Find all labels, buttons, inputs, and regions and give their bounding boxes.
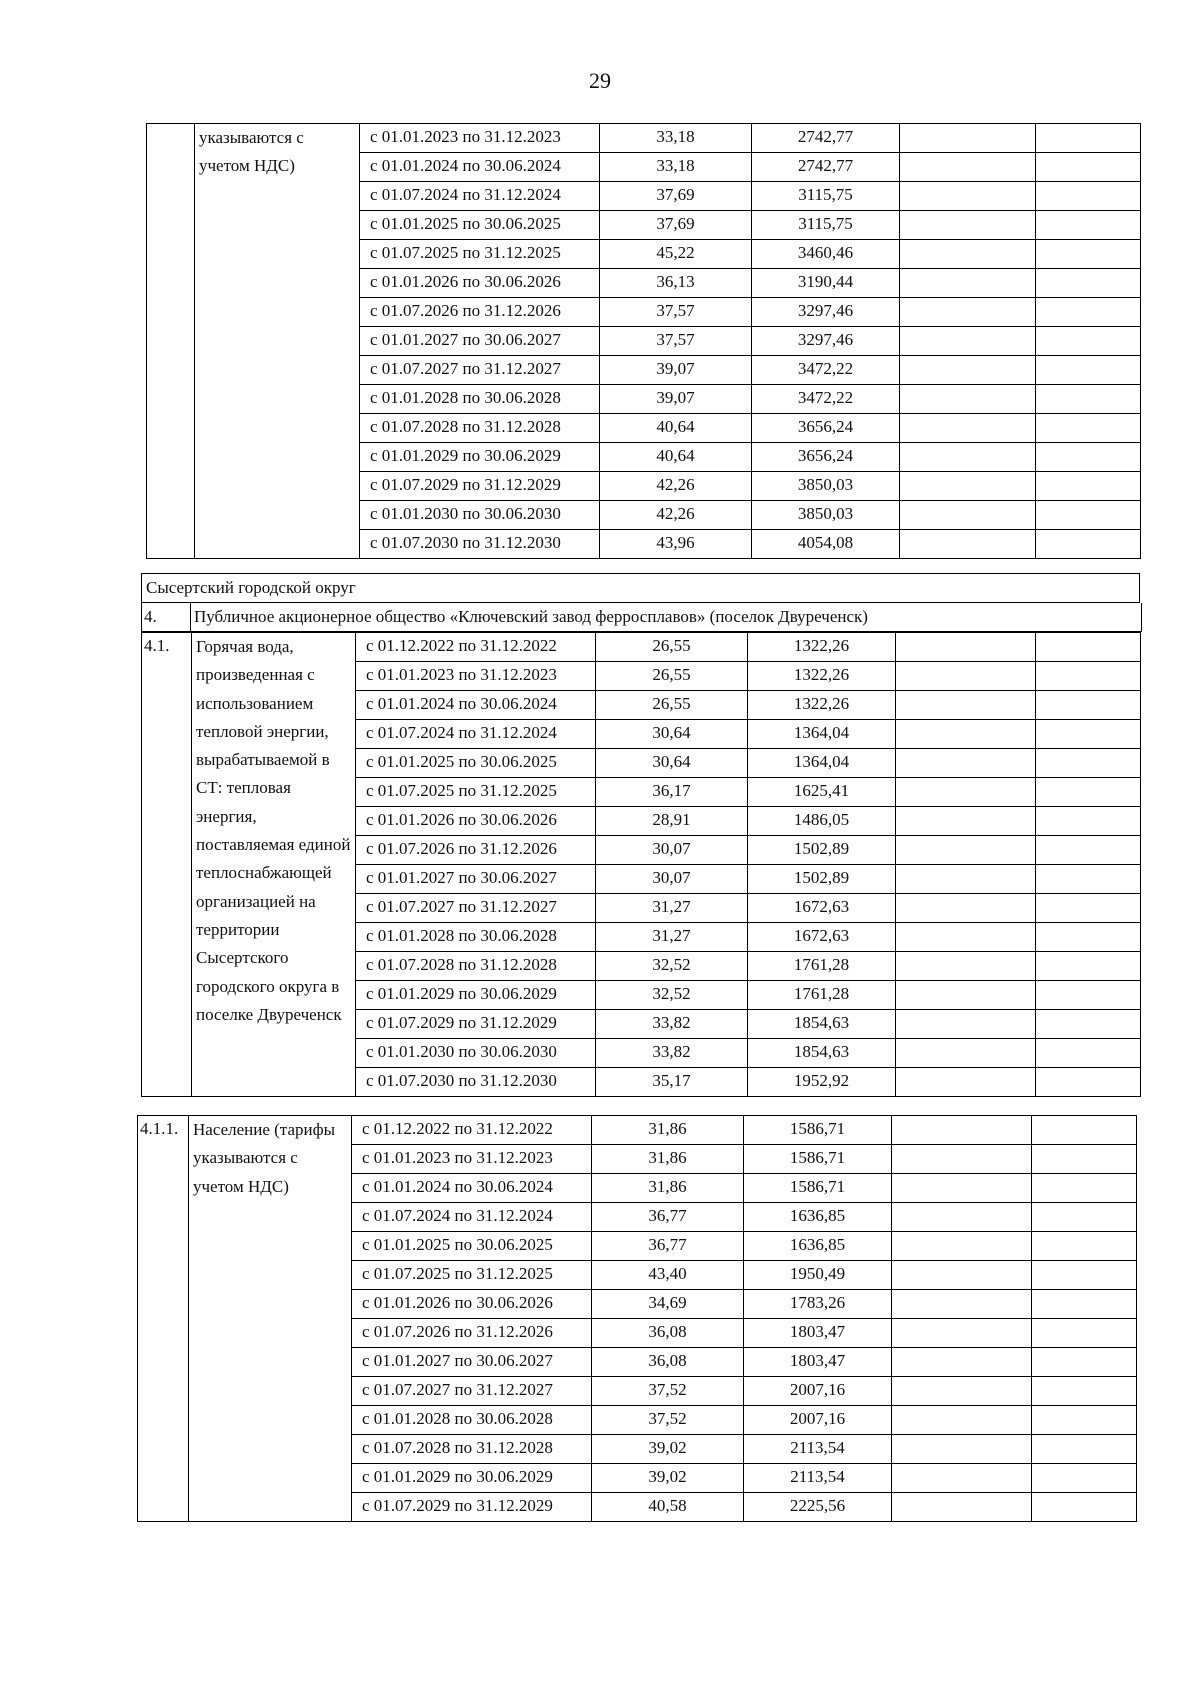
empty-cell (1036, 633, 1141, 662)
value-cell-1: 37,52 (592, 1377, 744, 1406)
empty-cell (1036, 923, 1141, 952)
period-cell: с 01.01.2025 по 30.06.2025 (360, 211, 600, 240)
empty-cell (900, 211, 1036, 240)
period-cell: с 01.07.2028 по 31.12.2028 (360, 414, 600, 443)
org-name: Публичное акционерное общество «Ключевский завод ферросплавов» (поселок Двуреченск) (194, 607, 868, 626)
empty-cell (1036, 530, 1141, 559)
empty-cell (896, 633, 1036, 662)
period-cell: с 01.12.2022 по 31.12.2022 (356, 633, 596, 662)
empty-cell (1036, 865, 1141, 894)
period-cell: с 01.01.2029 по 30.06.2029 (360, 443, 600, 472)
value-cell-1: 43,96 (600, 530, 752, 559)
empty-cell (1032, 1116, 1137, 1145)
value-cell-1: 26,55 (596, 633, 748, 662)
page-number: 29 (589, 68, 611, 93)
value-cell-1: 37,57 (600, 327, 752, 356)
period-cell: с 01.01.2024 по 30.06.2024 (352, 1174, 592, 1203)
empty-cell (1032, 1406, 1137, 1435)
value-cell-1: 40,64 (600, 414, 752, 443)
value-cell-1: 33,82 (596, 1010, 748, 1039)
value-cell-1: 35,17 (596, 1068, 748, 1097)
value-cell-1: 37,52 (592, 1406, 744, 1435)
period-cell: с 01.01.2024 по 30.06.2024 (356, 691, 596, 720)
empty-cell (900, 298, 1036, 327)
period-cell: с 01.01.2028 по 30.06.2028 (360, 385, 600, 414)
period-cell: с 01.01.2025 по 30.06.2025 (352, 1232, 592, 1261)
item-description: Горячая вода, произведенная с использованием тепловой энергии, вырабатываемой в СТ: тепловая энергия, поставляемая единой теплоснабжающей организацией на территории Сысертского городского округа в поселке Двуреченск (192, 633, 356, 1097)
period-cell: с 01.01.2023 по 31.12.2023 (356, 662, 596, 691)
empty-cell (1036, 124, 1141, 153)
value-cell-1: 37,69 (600, 211, 752, 240)
district-name: Сысертский городской округ (142, 574, 1140, 603)
empty-cell (896, 923, 1036, 952)
empty-cell (892, 1435, 1032, 1464)
value-cell-2: 3472,22 (752, 385, 900, 414)
value-cell-2: 3297,46 (752, 327, 900, 356)
value-cell-2: 3850,03 (752, 501, 900, 530)
value-cell-1: 30,07 (596, 836, 748, 865)
value-cell-2: 1672,63 (748, 923, 896, 952)
empty-cell (892, 1116, 1032, 1145)
empty-cell (1032, 1319, 1137, 1348)
period-cell: с 01.07.2027 по 31.12.2027 (352, 1377, 592, 1406)
tariff-table-block2 (141, 632, 1141, 1097)
period-cell: с 01.01.2026 по 30.06.2026 (356, 807, 596, 836)
value-cell-2: 1322,26 (748, 662, 896, 691)
empty-cell (892, 1290, 1032, 1319)
empty-cell (900, 269, 1036, 298)
value-cell-2: 1364,04 (748, 720, 896, 749)
period-cell: с 01.07.2027 по 31.12.2027 (356, 894, 596, 923)
value-cell-1: 28,91 (596, 807, 748, 836)
value-cell-2: 1672,63 (748, 894, 896, 923)
empty-cell (900, 153, 1036, 182)
value-cell-2: 2225,56 (744, 1493, 892, 1522)
value-cell-1: 36,13 (600, 269, 752, 298)
period-cell: с 01.01.2023 по 31.12.2023 (360, 124, 600, 153)
empty-cell (892, 1406, 1032, 1435)
period-cell: с 01.01.2026 по 30.06.2026 (360, 269, 600, 298)
empty-cell (1032, 1377, 1137, 1406)
value-cell-1: 26,55 (596, 662, 748, 691)
period-cell: с 01.07.2030 по 31.12.2030 (356, 1068, 596, 1097)
empty-cell (1036, 952, 1141, 981)
empty-cell (896, 749, 1036, 778)
empty-cell (896, 1039, 1036, 1068)
value-cell-2: 1502,89 (748, 865, 896, 894)
value-cell-2: 1586,71 (744, 1116, 892, 1145)
value-cell-1: 34,69 (592, 1290, 744, 1319)
empty-cell (1036, 298, 1141, 327)
empty-cell (892, 1203, 1032, 1232)
empty-cell (1032, 1145, 1137, 1174)
empty-cell (900, 501, 1036, 530)
period-cell: с 01.07.2028 по 31.12.2028 (352, 1435, 592, 1464)
period-cell: с 01.07.2025 по 31.12.2025 (360, 240, 600, 269)
value-cell-2: 1783,26 (744, 1290, 892, 1319)
empty-cell (892, 1232, 1032, 1261)
item-code: 4.1.1. (138, 1116, 189, 1522)
empty-cell (896, 807, 1036, 836)
empty-cell (1036, 443, 1141, 472)
value-cell-2: 1586,71 (744, 1174, 892, 1203)
table-row (138, 1116, 1137, 1145)
period-cell: с 01.01.2030 по 30.06.2030 (356, 1039, 596, 1068)
empty-cell (1036, 211, 1141, 240)
empty-cell (900, 414, 1036, 443)
value-cell-1: 31,27 (596, 894, 748, 923)
value-cell-1: 37,57 (600, 298, 752, 327)
value-cell-1: 40,58 (592, 1493, 744, 1522)
value-cell-2: 1486,05 (748, 807, 896, 836)
value-cell-2: 3850,03 (752, 472, 900, 501)
value-cell-1: 31,86 (592, 1145, 744, 1174)
empty-cell (1036, 385, 1141, 414)
empty-cell (892, 1464, 1032, 1493)
tariff-table-block1 (146, 123, 1141, 559)
value-cell-2: 2742,77 (752, 124, 900, 153)
empty-cell (1032, 1348, 1137, 1377)
value-cell-2: 1636,85 (744, 1203, 892, 1232)
empty-cell (1036, 662, 1141, 691)
empty-cell (1032, 1464, 1137, 1493)
value-cell-2: 1364,04 (748, 749, 896, 778)
value-cell-1: 36,77 (592, 1232, 744, 1261)
item-description: указываются с учетом НДС) (195, 124, 360, 559)
period-cell: с 01.12.2022 по 31.12.2022 (352, 1116, 592, 1145)
period-cell: с 01.07.2030 по 31.12.2030 (360, 530, 600, 559)
empty-cell (1036, 749, 1141, 778)
item-code: 4.1. (142, 633, 192, 1097)
period-cell: с 01.01.2025 по 30.06.2025 (356, 749, 596, 778)
empty-cell (896, 691, 1036, 720)
period-cell: с 01.01.2027 по 30.06.2027 (356, 865, 596, 894)
value-cell-1: 39,02 (592, 1435, 744, 1464)
value-cell-1: 31,86 (592, 1116, 744, 1145)
value-cell-1: 42,26 (600, 501, 752, 530)
item-description: Население (тарифы указываются с учетом НДС) (189, 1116, 352, 1522)
empty-cell (896, 865, 1036, 894)
empty-cell (1032, 1232, 1137, 1261)
value-cell-2: 2113,54 (744, 1464, 892, 1493)
empty-cell (1036, 240, 1141, 269)
value-cell-2: 3297,46 (752, 298, 900, 327)
empty-cell (900, 327, 1036, 356)
empty-cell (1036, 1039, 1141, 1068)
empty-cell (1036, 327, 1141, 356)
empty-cell (1036, 182, 1141, 211)
tariff-table-block3 (137, 1115, 1137, 1522)
value-cell-2: 2742,77 (752, 153, 900, 182)
value-cell-1: 32,52 (596, 952, 748, 981)
value-cell-2: 1854,63 (748, 1039, 896, 1068)
empty-cell (892, 1493, 1032, 1522)
value-cell-2: 2007,16 (744, 1377, 892, 1406)
period-cell: с 01.07.2029 по 31.12.2029 (356, 1010, 596, 1039)
value-cell-1: 39,07 (600, 356, 752, 385)
value-cell-1: 36,08 (592, 1319, 744, 1348)
empty-cell (1036, 501, 1141, 530)
value-cell-2: 1803,47 (744, 1319, 892, 1348)
value-cell-2: 3472,22 (752, 356, 900, 385)
empty-cell (900, 182, 1036, 211)
period-cell: с 01.01.2028 по 30.06.2028 (356, 923, 596, 952)
value-cell-1: 43,40 (592, 1261, 744, 1290)
empty-cell (1036, 894, 1141, 923)
empty-cell (1036, 778, 1141, 807)
empty-cell (892, 1377, 1032, 1406)
org-header (141, 603, 1142, 632)
value-cell-1: 31,86 (592, 1174, 744, 1203)
empty-cell (1036, 1068, 1141, 1097)
value-cell-1: 40,64 (600, 443, 752, 472)
empty-cell (1032, 1290, 1137, 1319)
value-cell-2: 1761,28 (748, 981, 896, 1010)
value-cell-2: 1854,63 (748, 1010, 896, 1039)
period-cell: с 01.01.2027 по 30.06.2027 (352, 1348, 592, 1377)
period-cell: с 01.07.2024 по 31.12.2024 (352, 1203, 592, 1232)
empty-cell (1036, 153, 1141, 182)
value-cell-1: 30,07 (596, 865, 748, 894)
empty-cell (1036, 981, 1141, 1010)
value-cell-2: 3656,24 (752, 414, 900, 443)
value-cell-1: 39,07 (600, 385, 752, 414)
value-cell-2: 3115,75 (752, 182, 900, 211)
period-cell: с 01.01.2027 по 30.06.2027 (360, 327, 600, 356)
empty-cell (892, 1261, 1032, 1290)
value-cell-2: 1803,47 (744, 1348, 892, 1377)
value-cell-1: 26,55 (596, 691, 748, 720)
period-cell: с 01.01.2028 по 30.06.2028 (352, 1406, 592, 1435)
period-cell: с 01.01.2023 по 31.12.2023 (352, 1145, 592, 1174)
empty-cell (1036, 1010, 1141, 1039)
empty-cell (900, 240, 1036, 269)
org-code: 4. (144, 607, 157, 626)
empty-cell (900, 472, 1036, 501)
empty-cell (892, 1348, 1032, 1377)
empty-cell (900, 385, 1036, 414)
period-cell: с 01.07.2029 по 31.12.2029 (352, 1493, 592, 1522)
period-cell: с 01.07.2026 по 31.12.2026 (352, 1319, 592, 1348)
period-cell: с 01.01.2029 по 30.06.2029 (352, 1464, 592, 1493)
empty-cell (900, 530, 1036, 559)
period-cell: с 01.07.2026 по 31.12.2026 (360, 298, 600, 327)
period-cell: с 01.07.2025 по 31.12.2025 (356, 778, 596, 807)
period-cell: с 01.01.2024 по 30.06.2024 (360, 153, 600, 182)
empty-cell (896, 981, 1036, 1010)
empty-cell (896, 1010, 1036, 1039)
empty-cell (1036, 472, 1141, 501)
value-cell-1: 37,69 (600, 182, 752, 211)
empty-cell (892, 1319, 1032, 1348)
empty-cell (892, 1145, 1032, 1174)
period-cell: с 01.07.2025 по 31.12.2025 (352, 1261, 592, 1290)
value-cell-1: 36,77 (592, 1203, 744, 1232)
value-cell-2: 3656,24 (752, 443, 900, 472)
value-cell-2: 1502,89 (748, 836, 896, 865)
empty-cell (896, 952, 1036, 981)
empty-cell (892, 1174, 1032, 1203)
value-cell-1: 30,64 (596, 749, 748, 778)
period-cell: с 01.07.2027 по 31.12.2027 (360, 356, 600, 385)
empty-cell (1036, 414, 1141, 443)
period-cell: с 01.01.2030 по 30.06.2030 (360, 501, 600, 530)
value-cell-2: 4054,08 (752, 530, 900, 559)
empty-cell (1036, 356, 1141, 385)
empty-cell (1036, 691, 1141, 720)
empty-cell (896, 662, 1036, 691)
value-cell-2: 1761,28 (748, 952, 896, 981)
empty-cell (896, 836, 1036, 865)
table-row (147, 124, 1141, 153)
empty-cell (896, 778, 1036, 807)
value-cell-1: 45,22 (600, 240, 752, 269)
value-cell-1: 33,18 (600, 153, 752, 182)
period-cell: с 01.07.2024 по 31.12.2024 (356, 720, 596, 749)
empty-cell (1032, 1435, 1137, 1464)
value-cell-2: 1950,49 (744, 1261, 892, 1290)
period-cell: с 01.07.2026 по 31.12.2026 (356, 836, 596, 865)
item-code (147, 124, 195, 559)
empty-cell (900, 443, 1036, 472)
value-cell-2: 1625,41 (748, 778, 896, 807)
value-cell-2: 3115,75 (752, 211, 900, 240)
empty-cell (896, 894, 1036, 923)
value-cell-2: 1586,71 (744, 1145, 892, 1174)
value-cell-1: 32,52 (596, 981, 748, 1010)
empty-cell (896, 720, 1036, 749)
value-cell-2: 1952,92 (748, 1068, 896, 1097)
value-cell-1: 30,64 (596, 720, 748, 749)
value-cell-1: 36,17 (596, 778, 748, 807)
empty-cell (1036, 836, 1141, 865)
period-cell: с 01.07.2028 по 31.12.2028 (356, 952, 596, 981)
empty-cell (1032, 1203, 1137, 1232)
value-cell-2: 2113,54 (744, 1435, 892, 1464)
value-cell-2: 3190,44 (752, 269, 900, 298)
period-cell: с 01.01.2029 по 30.06.2029 (356, 981, 596, 1010)
value-cell-2: 1636,85 (744, 1232, 892, 1261)
value-cell-2: 2007,16 (744, 1406, 892, 1435)
table-row (142, 633, 1141, 662)
empty-cell (1032, 1493, 1137, 1522)
district-header (141, 573, 1140, 603)
period-cell: с 01.07.2029 по 31.12.2029 (360, 472, 600, 501)
empty-cell (1036, 720, 1141, 749)
value-cell-2: 1322,26 (748, 691, 896, 720)
value-cell-2: 1322,26 (748, 633, 896, 662)
empty-cell (896, 1068, 1036, 1097)
empty-cell (900, 124, 1036, 153)
value-cell-1: 36,08 (592, 1348, 744, 1377)
value-cell-1: 39,02 (592, 1464, 744, 1493)
empty-cell (1036, 807, 1141, 836)
value-cell-1: 33,82 (596, 1039, 748, 1068)
empty-cell (1032, 1174, 1137, 1203)
value-cell-1: 33,18 (600, 124, 752, 153)
empty-cell (1036, 269, 1141, 298)
period-cell: с 01.01.2026 по 30.06.2026 (352, 1290, 592, 1319)
empty-cell (900, 356, 1036, 385)
value-cell-1: 31,27 (596, 923, 748, 952)
value-cell-2: 3460,46 (752, 240, 900, 269)
period-cell: с 01.07.2024 по 31.12.2024 (360, 182, 600, 211)
value-cell-1: 42,26 (600, 472, 752, 501)
empty-cell (1032, 1261, 1137, 1290)
